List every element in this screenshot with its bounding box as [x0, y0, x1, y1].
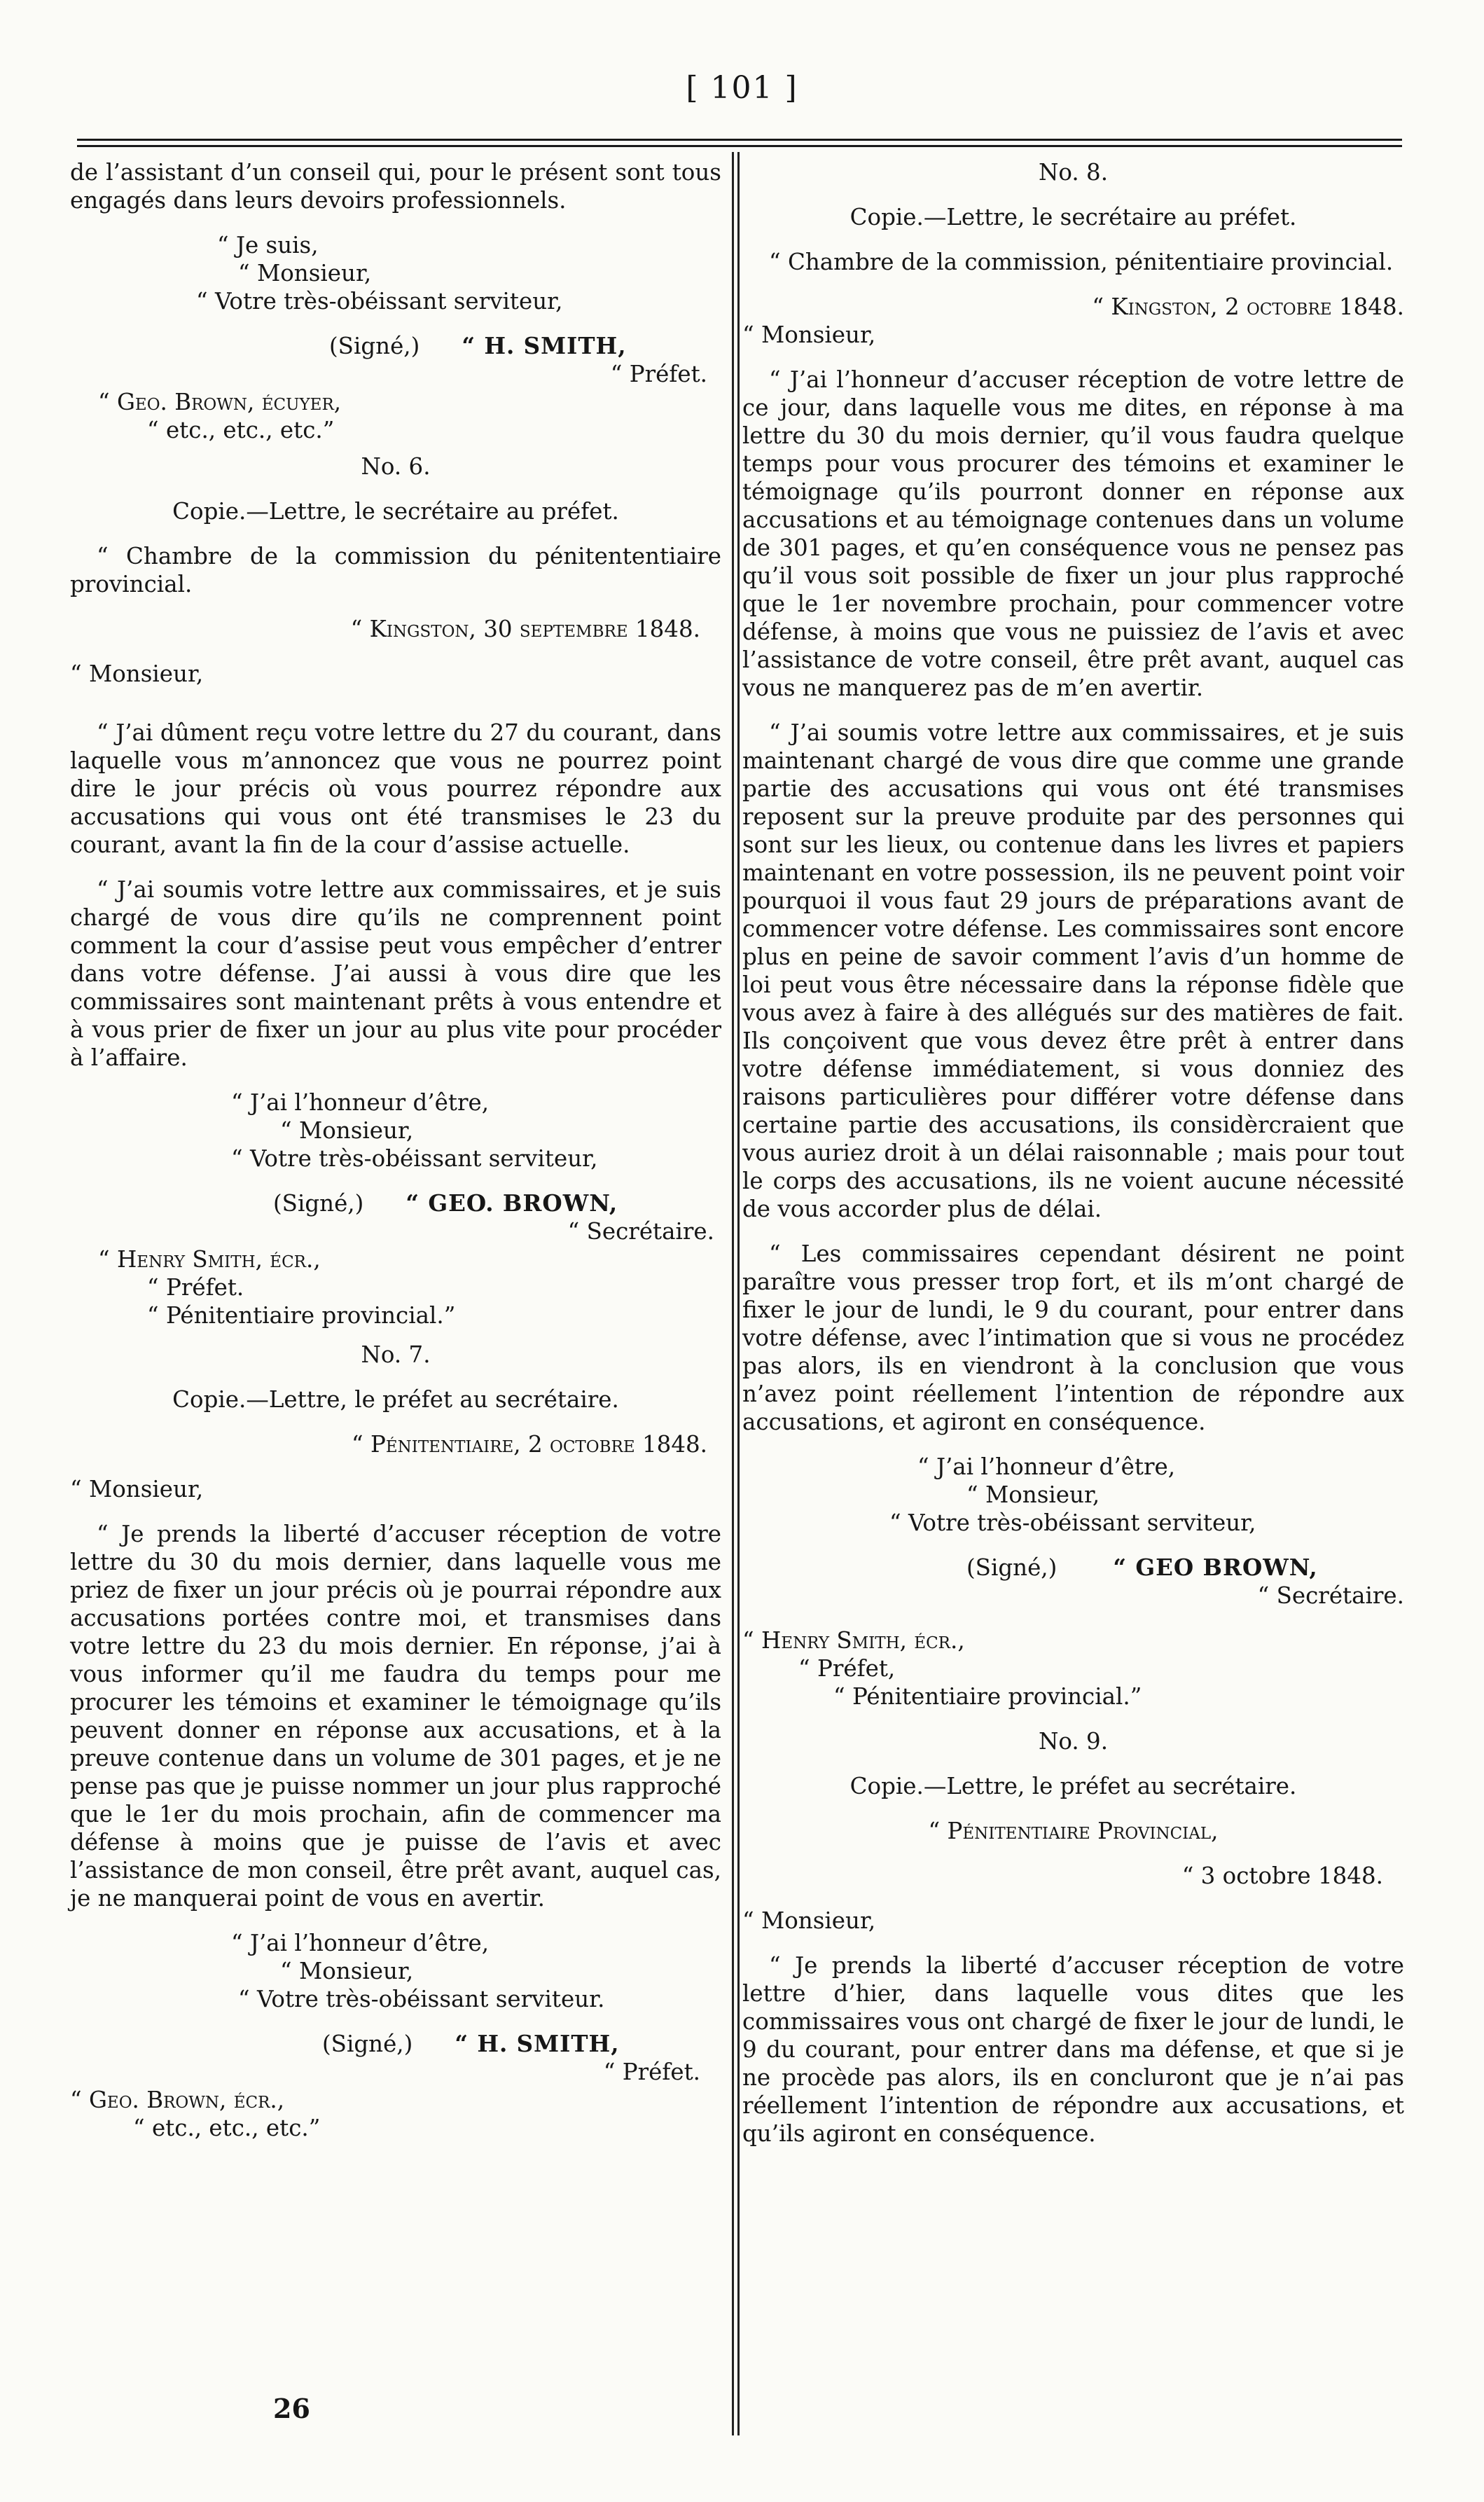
salutation: “ Monsieur,	[742, 322, 876, 348]
address-line: “ Geo. Brown, écuyer,	[98, 389, 342, 415]
closing-line: “ J’ai l’honneur d’être,	[917, 1453, 1176, 1480]
left-column	[70, 158, 721, 2142]
letter-place: “ Chambre de la commission, pénitentiaire provincial.	[769, 249, 1394, 275]
letter-paragraph: “ Je prends la liberté d’accuser réception de votre lettre du 30 du mois dernier, dans laquelle vous me priez de fixer un jour précis où je pourrai répondre aux accusations portées contre moi, et transmises dans votre lettre du 23 du mois dernier. En réponse, j’ai à vous informer qu’il me faudra du temps pour me procurer les témoins et examiner le témoignage qu’ils peuvent donner en réponse aux accusations, et à la preuve contenue dans un volume de 301 pages, et je ne pense pas que je puisse nommer un jour plus rapproché que le 1er du mois prochain, afin de commencer ma défense à moins que je puisse de l’avis et avec l’assistance de mon conseil, être prêt avant, auquel cas, je ne manquerai point de vous en avertir.	[70, 1521, 721, 1912]
header-rule	[77, 139, 1402, 141]
signature-block	[70, 332, 721, 360]
signatory-name: “ H. SMITH,	[462, 332, 627, 359]
right-column	[742, 158, 1404, 2148]
signature-block	[742, 1554, 1404, 1582]
letter-paragraph: “ Les commissaires cependant désirent ne point paraître vous presser trop fort, et ils m’ont chargé de fixer le jour de lundi, le 9 du courant, pour entrer dans votre défense, avec l’intimation que si vous ne procédez pas alors, ils en viendront à la conclusion que vous n’avez point réellement l’intention de répondre aux accusations, et agiront en conséquence.	[742, 1240, 1404, 1435]
letter-date: “ Kingston, 2 octobre 1848.	[1092, 293, 1404, 320]
letter-copie-heading: Copie.—Lettre, le préfet au secrétaire.	[172, 1386, 619, 1413]
signe-label: (Signé,)	[966, 1554, 1057, 1581]
address-line: “ Henry Smith, écr.,	[98, 1246, 321, 1273]
letter-number: No. 7.	[361, 1341, 431, 1368]
letter-place: “ Chambre de la commission du pénitententiaire provincial.	[70, 543, 721, 597]
address-line: “ Henry Smith, écr.,	[742, 1627, 965, 1654]
letter-paragraph: “ J’ai soumis votre lettre aux commissaires, et je suis maintenant chargé de vous dire que comme une grande partie des accusations qui vous ont été transmises reposent sur la preuve produite par des personnes qui sont sur les lieux, ou contenue dans les livres et papiers maintenant en votre possession, ils ne peuvent point voir pourquoi il vous faut 29 jours de préparations avant de commencer votre défense. Les commissaires sont encore plus en peine de savoir comment l’avis d’un homme de loi peut vous être nécessaire dans la réponse fidèle que vous avez à faire à des allégués sur des matières de fait. Ils conçoivent que vous devez être prêt à entrer dans votre défense immédiatement, si vous donniez des raisons particulières pour différer votre défense dans certaine partie des accusations, ils considèrcraient que vous auriez droit à un délai raisonnable ; mais pour tout le corps des accusations, ils ne voient aucune nécessité de vous accorder plus de délai.	[742, 719, 1404, 1222]
letter-paragraph: “ Je prends la liberté d’accuser réception de votre lettre d’hier, dans laquelle vous dites que les commissaires vous ont chargé de fixer le jour de lundi, le 9 du courant, pour entrer dans ma défense, et que si je ne procède pas alors, ils en concluront que je n’ai pas réellement l’intention de répondre aux accusations, et qu’ils agiront en conséquence.	[742, 1952, 1404, 2147]
letter-copie-heading: Copie.—Lettre, le secrétaire au préfet.	[850, 204, 1297, 230]
letter-paragraph: “ J’ai l’honneur d’accuser réception de votre lettre de ce jour, dans laquelle vous me dites, en réponse à ma lettre du 30 du mois dernier, qu’il vous faudra quelque temps pour vous procurer des témoins et examiner le témoignage qu’ils pourront donner en réponse aux accusations et au témoignage contenues dans un volume de 301 pages, et qu’en conséquence vous ne pensez pas qu’il vous soit possible de fixer un jour plus rapproché que le 1er novembre prochain, pour commencer votre défense, à moins que vous ne puissiez de l’avis et avec l’assistance de votre conseil, être prêt avant, auquel cas vous ne manquerez pas de m’en avertir.	[742, 366, 1404, 701]
letter-number: No. 9.	[1038, 1728, 1109, 1755]
signature-mark: 26	[273, 2393, 310, 2424]
salutation: “ Monsieur,	[742, 1907, 876, 1934]
intro-paragraph: de l’assistant d’un conseil qui, pour le présent sont tous engagés dans leurs devoirs professionnels.	[70, 159, 721, 214]
letter-date: “ 3 octobre 1848.	[1181, 1862, 1383, 1889]
signatory-title: “ Préfet.	[610, 361, 707, 387]
signatory-title: “ Secrétaire.	[1257, 1582, 1404, 1609]
letter-copie-heading: Copie.—Lettre, le secrétaire au préfet.	[172, 498, 619, 525]
signatory-name: “ H. SMITH,	[455, 2030, 620, 2057]
letter-paragraph: “ J’ai soumis votre lettre aux commissaires, et je suis chargé de vous dire qu’ils ne comprennent point comment la cour d’assise peut vous empêcher d’entrer dans votre défense. J’ai aussi à vous dire que les commissaires sont maintenant prêts à vous entendre et à vous prier de fixer un jour au plus vite pour procéder à l’affaire.	[70, 876, 721, 1071]
closing-line: “ J’ai l’honneur d’être,	[231, 1089, 490, 1116]
page-number: [ 101 ]	[686, 70, 798, 106]
letter-number: No. 8.	[1038, 159, 1109, 186]
letter-date: “ Pénitentiaire, 2 octobre 1848.	[352, 1431, 707, 1458]
closing-line: “ Monsieur,	[966, 1481, 1100, 1508]
signe-label: (Signé,)	[322, 2031, 413, 2057]
address-line: “ Pénitentiaire provincial.”	[147, 1302, 456, 1329]
closing-line: “ Monsieur,	[238, 260, 372, 286]
address-line: “ etc., etc., etc.”	[133, 2115, 321, 2141]
address-line: “ Préfet.	[147, 1274, 244, 1301]
address-line: “ Pénitentiaire provincial.”	[833, 1683, 1142, 1710]
closing-line: “ Monsieur,	[280, 1958, 414, 1984]
letter-number: No. 6.	[361, 453, 431, 480]
letter-copie-heading: Copie.—Lettre, le préfet au secrétaire.	[850, 1773, 1297, 1799]
signature-block	[70, 2030, 721, 2058]
closing-line: “ Votre très-obéissant serviteur,	[889, 1509, 1256, 1536]
closing-line: “ Votre très-obéissant serviteur,	[231, 1145, 598, 1172]
address-line: “ Préfet,	[798, 1655, 896, 1682]
signature-block	[70, 1189, 721, 1217]
salutation: “ Monsieur,	[70, 661, 204, 687]
closing-line: “ J’ai l’honneur d’être,	[231, 1930, 490, 1956]
column-divider-double	[737, 152, 740, 2435]
closing-line: “ Votre très-obéissant serviteur.	[238, 1986, 605, 2012]
signe-label: (Signé,)	[329, 333, 420, 359]
signatory-title: “ Secrétaire.	[567, 1218, 714, 1245]
signe-label: (Signé,)	[273, 1190, 364, 1217]
column-divider	[732, 152, 734, 2435]
header-rule-double	[77, 145, 1402, 147]
letter-place: “ Pénitentiaire Provincial,	[928, 1818, 1219, 1844]
address-line: “ etc., etc., etc.”	[147, 417, 335, 443]
salutation: “ Monsieur,	[70, 1476, 204, 1502]
signatory-name: “ GEO. BROWN,	[405, 1189, 618, 1217]
signatory-title: “ Préfet.	[603, 2059, 700, 2085]
address-line: “ Geo. Brown, écr.,	[70, 2087, 285, 2113]
letter-date: “ Kingston, 30 septembre 1848.	[350, 616, 700, 642]
signatory-name: “ GEO BROWN,	[1113, 1554, 1318, 1581]
letter-paragraph: “ J’ai dûment reçu votre lettre du 27 du courant, dans laquelle vous m’annoncez que vous ne pourrez point dire le jour précis où vous pourrez répondre aux accusations qui vous ont été transmises le 23 du courant, avant la fin de la cour d’assise actuelle.	[70, 719, 721, 858]
closing-line: “ Monsieur,	[280, 1117, 414, 1144]
closing-line: “ Votre très-obéissant serviteur,	[196, 288, 563, 315]
closing-line: “ Je suis,	[217, 232, 319, 258]
